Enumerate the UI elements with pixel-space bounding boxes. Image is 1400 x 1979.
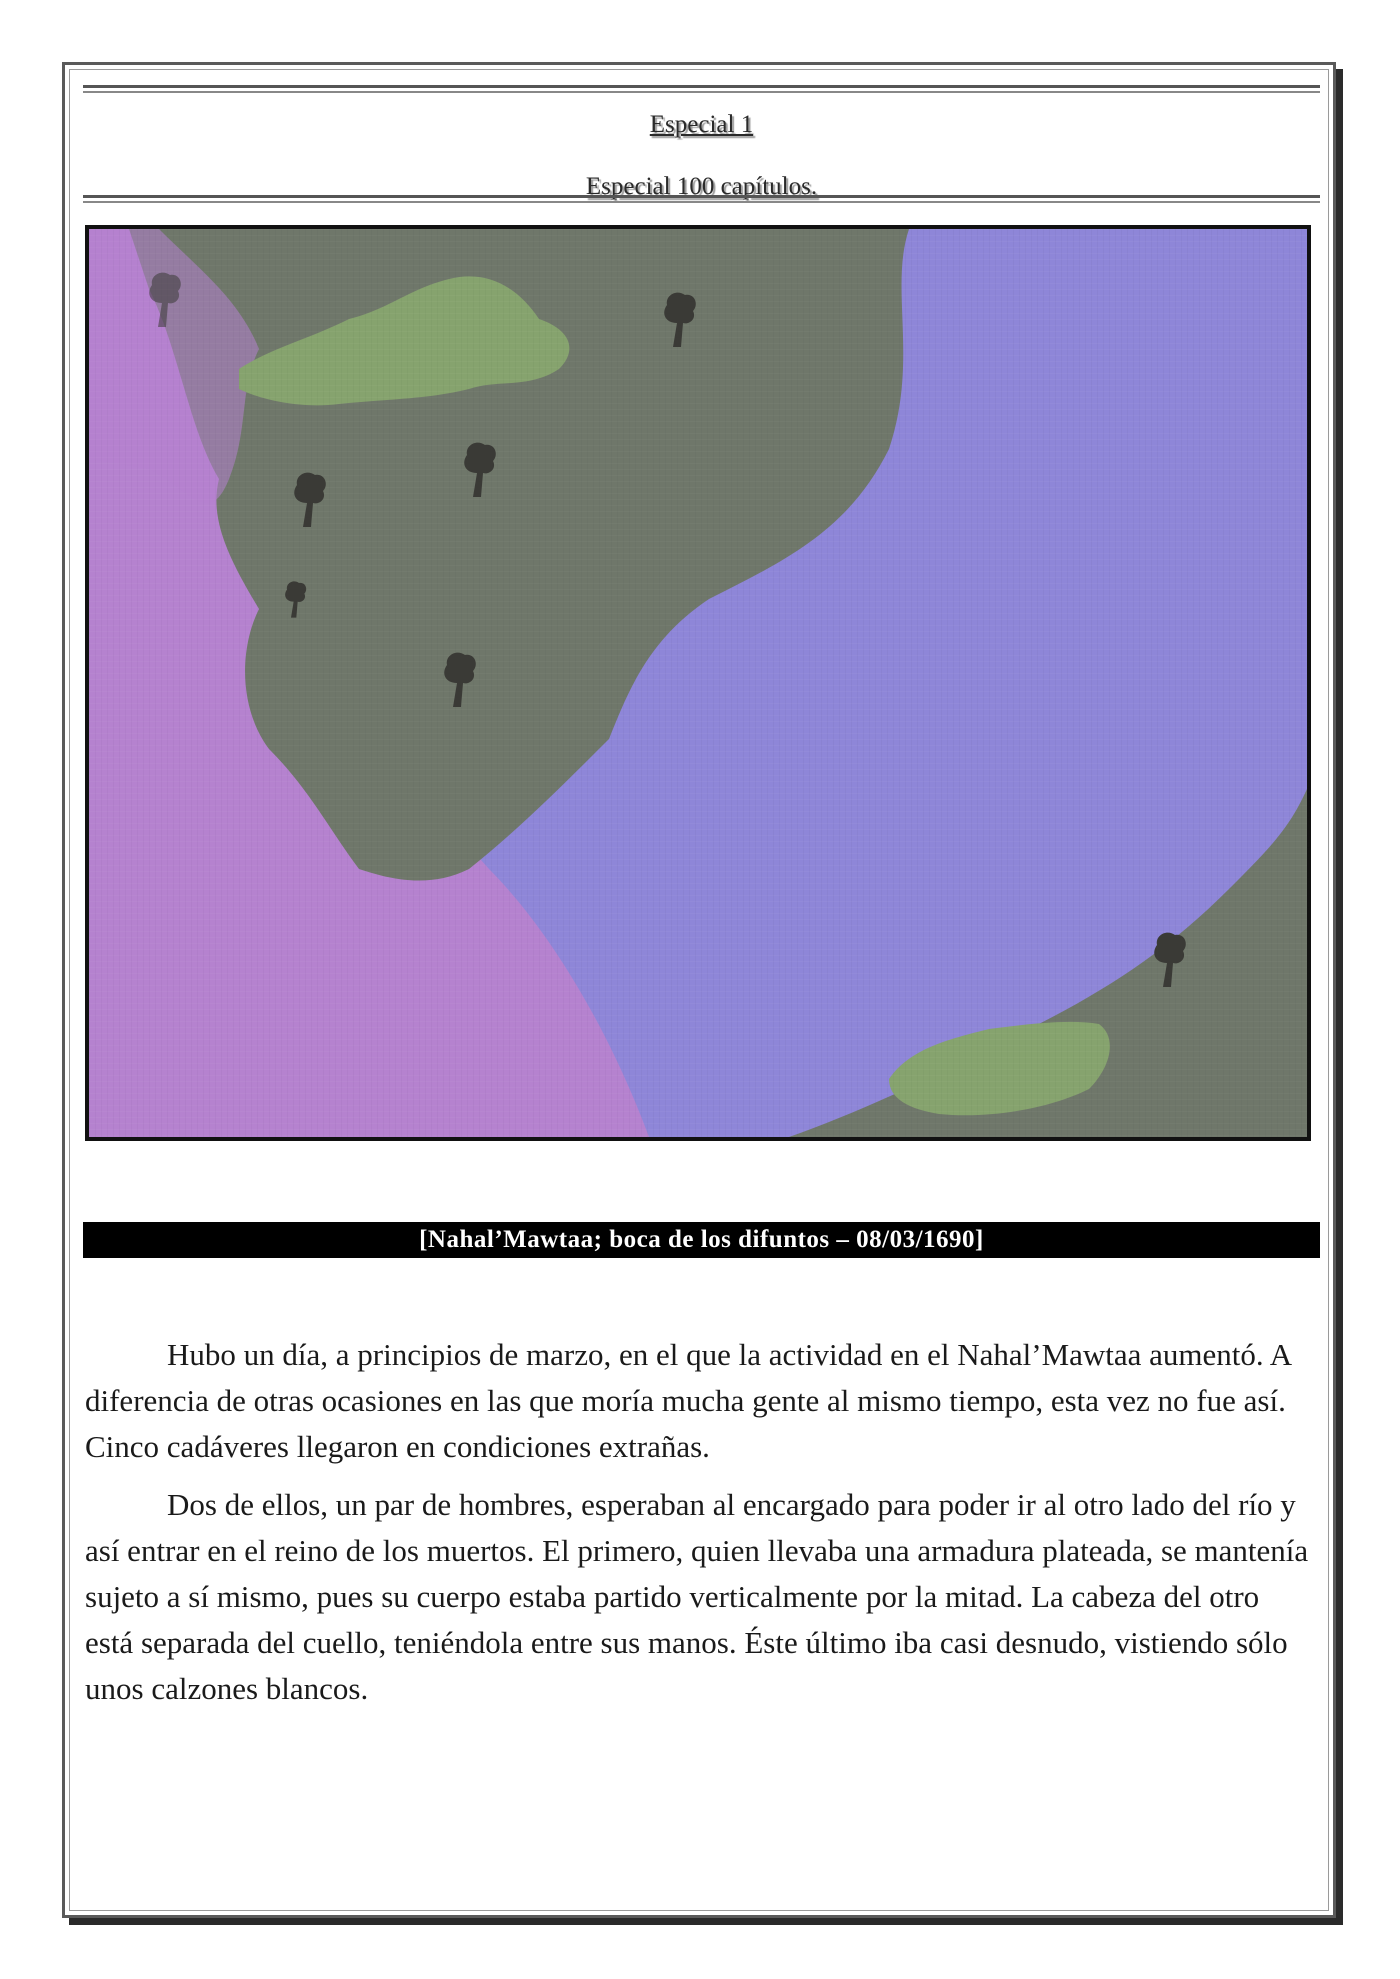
linen-texture [89,229,1307,1137]
header-rule-top [83,85,1320,93]
header-rule-bottom [83,195,1320,203]
chapter-subtitle: Especial 100 capítulos. [585,173,818,200]
map-illustration [85,225,1311,1141]
paragraph-1: Hubo un día, a principios de marzo, en el que la actividad en el Nahal’Mawtaa aumentó. A diferencia de otras ocasiones en las que moría mucha gente al mismo tiempo, esta vez no fue así. Cinco cadáveres llegaron en condiciones extrañas. [85,1337,1291,1464]
paragraph-2: Dos de ellos, un par de hombres, esperaban al encargado para poder ir al otro lado del río y así entrar en el reino de los muertos. El primero, quien llevaba una armadura plateada, se mantenía sujeto a sí mismo, pues su cuerpo estaba partido verticalmente por la mitad. La cabeza del otro está separada del cuello, teniéndola entre sus manos. Éste último iba casi desnudo, vistiendo sólo unos calzones blancos. [85,1487,1309,1706]
page-frame [62,62,1336,1918]
chapter-body [85,1332,1315,1724]
chapter-title: Especial 1 [649,111,754,138]
map-caption: [Nahal’Mawtaa; boca de los difuntos – 08/03/1690] [83,1222,1320,1258]
chapter-header [83,85,1320,203]
map-svg [89,229,1307,1137]
